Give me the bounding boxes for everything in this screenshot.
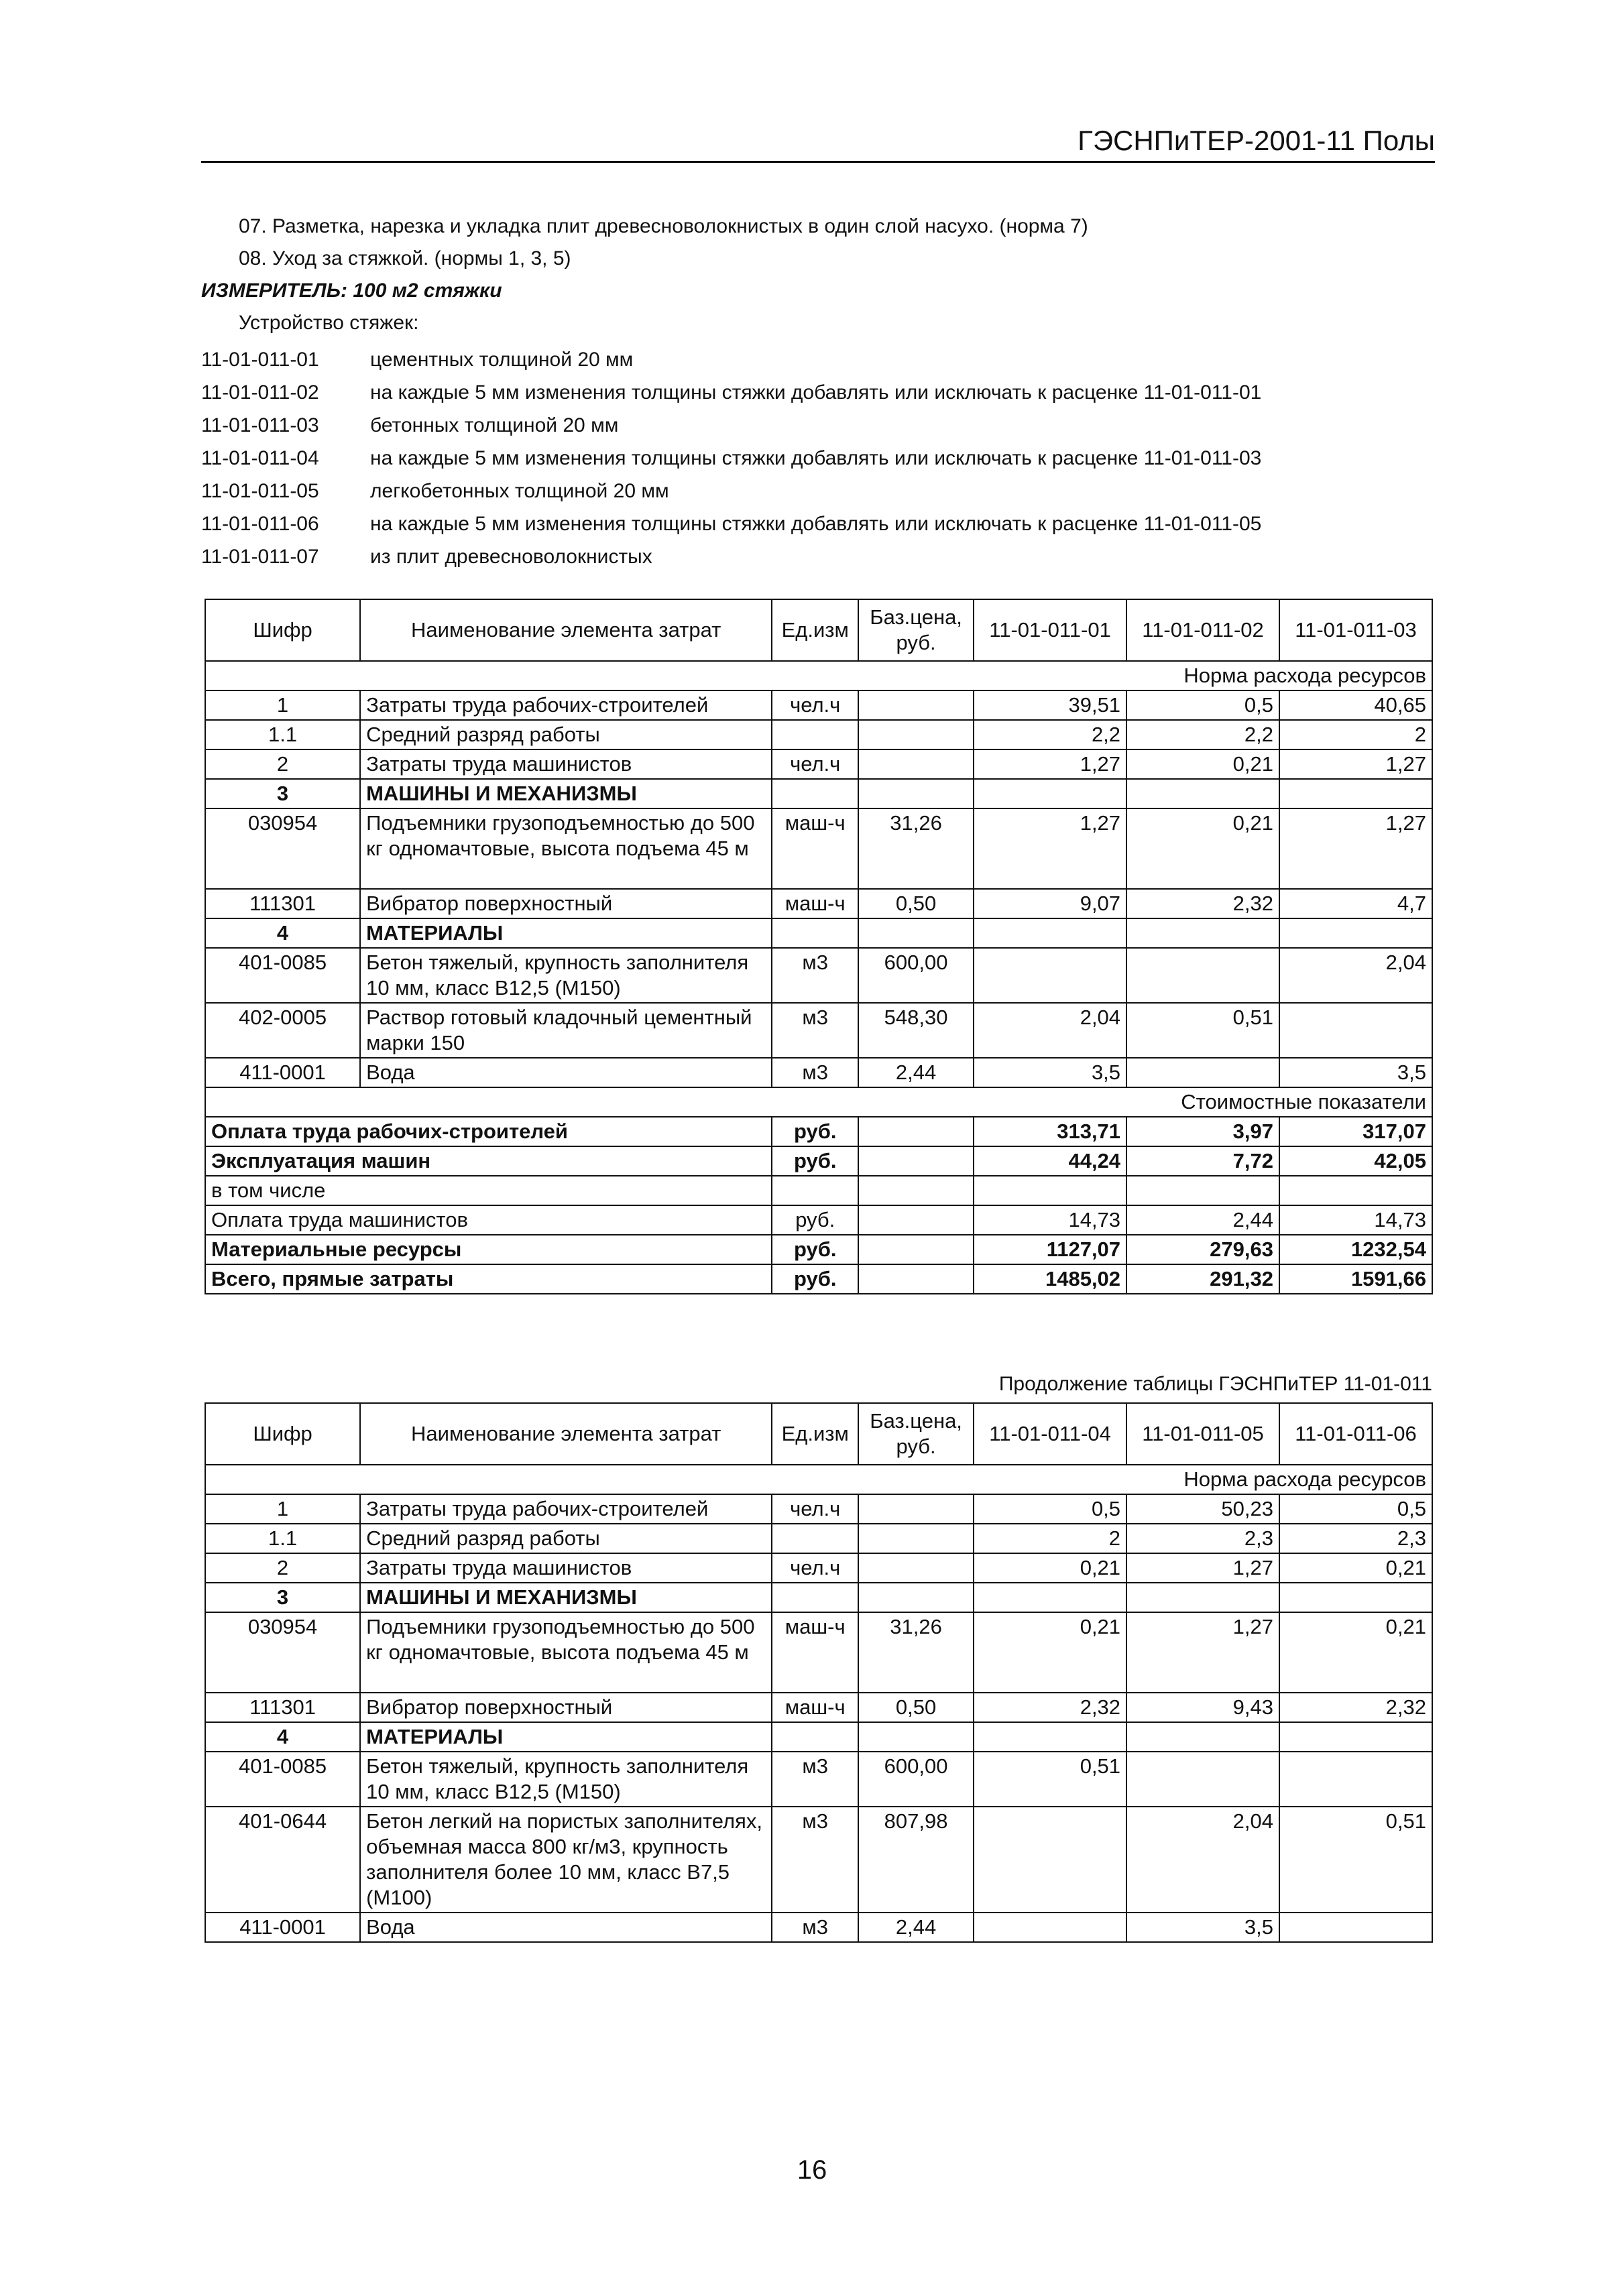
- row-price: 2,44: [858, 1058, 974, 1087]
- cost-value: 3,97: [1126, 1117, 1279, 1146]
- cost-unit: руб.: [772, 1117, 858, 1146]
- row-unit: чел.ч: [772, 749, 858, 779]
- row-code: 402-0005: [205, 1003, 360, 1058]
- row-value: 2,04: [1126, 1807, 1279, 1913]
- row-price: [858, 1494, 974, 1524]
- row-name: Подъемники грузоподъемностью до 500 кг одномачтовые, высота подъема 45 м: [360, 808, 772, 889]
- cost-value: 291,32: [1126, 1264, 1279, 1294]
- table-row: [205, 1612, 1432, 1693]
- row-value: [1279, 918, 1432, 948]
- row-value: 2: [1279, 720, 1432, 749]
- row-value: 2,32: [974, 1693, 1126, 1722]
- row-value: 0,51: [1126, 1003, 1279, 1058]
- cost-table-2: [205, 1402, 1433, 1943]
- cost-name: Оплата труда рабочих-строителей: [205, 1117, 772, 1146]
- table-row: [205, 1807, 1432, 1913]
- row-unit: м3: [772, 1752, 858, 1807]
- cost-row: [205, 1146, 1432, 1176]
- row-value: [1126, 779, 1279, 808]
- header-col: 11-01-011-06: [1279, 1403, 1432, 1465]
- cost-price: [858, 1117, 974, 1146]
- row-code: 1: [205, 690, 360, 720]
- row-price: [858, 1553, 974, 1583]
- row-code: 411-0001: [205, 1058, 360, 1087]
- row-value: 0,5: [1279, 1494, 1432, 1524]
- row-name: МАШИНЫ И МЕХАНИЗМЫ: [360, 1583, 772, 1612]
- header-col: 11-01-011-05: [1126, 1403, 1279, 1465]
- row-name: МАШИНЫ И МЕХАНИЗМЫ: [360, 779, 772, 808]
- row-price: 31,26: [858, 808, 974, 889]
- code: 11-01-011-05: [201, 480, 319, 502]
- row-unit: чел.ч: [772, 1553, 858, 1583]
- row-unit: чел.ч: [772, 1494, 858, 1524]
- cost-value: 317,07: [1279, 1117, 1432, 1146]
- row-unit: маш-ч: [772, 808, 858, 889]
- row-name: Подъемники грузоподъемностью до 500 кг одномачтовые, высота подъема 45 м: [360, 1612, 772, 1693]
- cost-price: [858, 1146, 974, 1176]
- table-row: [205, 1913, 1432, 1942]
- row-value: [974, 1722, 1126, 1752]
- cost-unit: руб.: [772, 1146, 858, 1176]
- row-price: 600,00: [858, 1752, 974, 1807]
- row-value: [1126, 918, 1279, 948]
- row-price: 0,50: [858, 1693, 974, 1722]
- row-name: МАТЕРИАЛЫ: [360, 1722, 772, 1752]
- table-row: [205, 1058, 1432, 1087]
- row-value: 0,5: [974, 1494, 1126, 1524]
- table-row: [205, 720, 1432, 749]
- cost-price: [858, 1176, 974, 1205]
- table-header-row: [205, 599, 1432, 661]
- cost-name: Оплата труда машинистов: [205, 1205, 772, 1235]
- row-unit: маш-ч: [772, 1612, 858, 1693]
- table-row: [205, 1524, 1432, 1553]
- row-code: 111301: [205, 1693, 360, 1722]
- list-item: [201, 409, 1435, 442]
- cost-row: [205, 1117, 1432, 1146]
- table-row: [205, 779, 1432, 808]
- code-desc: на каждые 5 мм изменения толщины стяжки добавлять или исключать к расценке 11-01-011-05: [370, 513, 1262, 535]
- cost-value: 313,71: [974, 1117, 1126, 1146]
- row-name: Бетон легкий на пористых заполнителях, объемная масса 800 кг/м3, крупность заполнителя более 10 мм, класс В7,5 (М100): [360, 1807, 772, 1913]
- cost-row: [205, 1176, 1432, 1205]
- row-value: [1279, 1583, 1432, 1612]
- row-value: [974, 779, 1126, 808]
- row-value: 40,65: [1279, 690, 1432, 720]
- row-value: [974, 1807, 1126, 1913]
- row-value: [974, 918, 1126, 948]
- cost-row: [205, 1264, 1432, 1294]
- table-row: [205, 1003, 1432, 1058]
- row-unit: [772, 1722, 858, 1752]
- list-item: [201, 475, 1435, 507]
- row-value: [1126, 948, 1279, 1003]
- row-name: Вибратор поверхностный: [360, 1693, 772, 1722]
- continuation-label: Продолжение таблицы ГЭСНПиТЕР 11-01-011: [998, 1373, 1432, 1395]
- row-name: Бетон тяжелый, крупность заполнителя 10 мм, класс В12,5 (М150): [360, 1752, 772, 1807]
- cost-price: [858, 1264, 974, 1294]
- code-desc: на каждые 5 мм изменения толщины стяжки добавлять или исключать к расценке 11-01-011-03: [370, 447, 1262, 469]
- row-unit: маш-ч: [772, 889, 858, 918]
- row-price: 807,98: [858, 1807, 974, 1913]
- cost-value: 1485,02: [974, 1264, 1126, 1294]
- row-code: 1.1: [205, 1524, 360, 1553]
- running-header: ГЭСНПиТЕР-2001-11 Полы: [1078, 125, 1435, 156]
- row-code: 411-0001: [205, 1913, 360, 1942]
- row-value: 3,5: [1279, 1058, 1432, 1087]
- code: 11-01-011-02: [201, 381, 319, 404]
- row-price: [858, 1524, 974, 1553]
- table-header-row: [205, 1403, 1432, 1465]
- row-value: 2,04: [974, 1003, 1126, 1058]
- page-number: 16: [797, 2155, 827, 2185]
- row-unit: м3: [772, 1058, 858, 1087]
- code-desc: легкобетонных толщиной 20 мм: [370, 480, 669, 502]
- norm-section-row: [205, 1465, 1432, 1494]
- code: 11-01-011-03: [201, 414, 319, 436]
- row-name: Вода: [360, 1913, 772, 1942]
- row-value: 1,27: [1279, 808, 1432, 889]
- row-name: Затраты труда машинистов: [360, 1553, 772, 1583]
- row-unit: маш-ч: [772, 1693, 858, 1722]
- measure-label: ИЗМЕРИТЕЛЬ: 100 м2 стяжки: [201, 280, 502, 302]
- row-value: 2,32: [1126, 889, 1279, 918]
- row-value: 0,21: [974, 1553, 1126, 1583]
- row-value: 2,32: [1279, 1693, 1432, 1722]
- header-rule: [201, 161, 1435, 163]
- list-item: [201, 507, 1435, 540]
- cost-unit: [772, 1176, 858, 1205]
- table-row: [205, 1494, 1432, 1524]
- row-value: 4,7: [1279, 889, 1432, 918]
- row-name: Затраты труда машинистов: [360, 749, 772, 779]
- row-value: 2,3: [1279, 1524, 1432, 1553]
- table-row: [205, 1553, 1432, 1583]
- header-unit: Ед.изм: [772, 1403, 858, 1465]
- row-value: 0,21: [1126, 749, 1279, 779]
- row-price: [858, 918, 974, 948]
- header-col: 11-01-011-03: [1279, 599, 1432, 661]
- code: 11-01-011-07: [201, 546, 319, 568]
- header-col: 11-01-011-02: [1126, 599, 1279, 661]
- header-price: Баз.цена, руб.: [858, 599, 974, 661]
- row-value: [1279, 1722, 1432, 1752]
- row-value: 1,27: [1126, 1553, 1279, 1583]
- row-value: 3,5: [1126, 1913, 1279, 1942]
- row-value: [1279, 1752, 1432, 1807]
- row-code: 401-0644: [205, 1807, 360, 1913]
- row-price: [858, 779, 974, 808]
- cost-value: 42,05: [1279, 1146, 1432, 1176]
- header-price: Баз.цена, руб.: [858, 1403, 974, 1465]
- cost-section-row: [205, 1087, 1432, 1117]
- intro-block: [201, 210, 1435, 339]
- row-price: 2,44: [858, 1913, 974, 1942]
- row-code: 401-0085: [205, 1752, 360, 1807]
- cost-name: Материальные ресурсы: [205, 1235, 772, 1264]
- cost-value: 14,73: [974, 1205, 1126, 1235]
- cost-unit: руб.: [772, 1205, 858, 1235]
- row-unit: чел.ч: [772, 690, 858, 720]
- row-value: [974, 1583, 1126, 1612]
- row-price: [858, 690, 974, 720]
- row-value: 2,04: [1279, 948, 1432, 1003]
- cost-section-label: Стоимостные показатели: [205, 1087, 1432, 1117]
- header-col: 11-01-011-01: [974, 599, 1126, 661]
- device-label: Устройство стяжек:: [239, 312, 419, 334]
- header-code: Шифр: [205, 1403, 360, 1465]
- cost-value: [974, 1176, 1126, 1205]
- table-row: [205, 690, 1432, 720]
- code: 11-01-011-04: [201, 447, 319, 469]
- row-value: 2,3: [1126, 1524, 1279, 1553]
- row-name: Затраты труда рабочих-строителей: [360, 690, 772, 720]
- code-desc: бетонных толщиной 20 мм: [370, 414, 619, 436]
- row-value: [1126, 1752, 1279, 1807]
- table-row: [205, 918, 1432, 948]
- row-value: 1,27: [974, 749, 1126, 779]
- row-code: 030954: [205, 1612, 360, 1693]
- row-code: 111301: [205, 889, 360, 918]
- cost-price: [858, 1205, 974, 1235]
- row-unit: м3: [772, 1003, 858, 1058]
- table-row: [205, 808, 1432, 889]
- cost-name: Эксплуатация машин: [205, 1146, 772, 1176]
- row-value: 2: [974, 1524, 1126, 1553]
- row-unit: [772, 1583, 858, 1612]
- row-name: Средний разряд работы: [360, 1524, 772, 1553]
- code: 11-01-011-01: [201, 349, 319, 371]
- header-name: Наименование элемента затрат: [360, 1403, 772, 1465]
- row-code: 4: [205, 918, 360, 948]
- row-value: 0,21: [1126, 808, 1279, 889]
- table-row: [205, 889, 1432, 918]
- row-name: Вода: [360, 1058, 772, 1087]
- header-col: 11-01-011-04: [974, 1403, 1126, 1465]
- row-value: [1126, 1722, 1279, 1752]
- cost-unit: руб.: [772, 1235, 858, 1264]
- row-value: 1,27: [1279, 749, 1432, 779]
- row-price: 548,30: [858, 1003, 974, 1058]
- row-unit: [772, 720, 858, 749]
- row-code: 3: [205, 1583, 360, 1612]
- row-value: 0,21: [974, 1612, 1126, 1693]
- row-value: 1,27: [1126, 1612, 1279, 1693]
- cost-value: 1127,07: [974, 1235, 1126, 1264]
- row-value: [974, 948, 1126, 1003]
- list-item: [201, 442, 1435, 475]
- row-value: [1279, 1913, 1432, 1942]
- row-value: 0,21: [1279, 1612, 1432, 1693]
- norm-section-row: [205, 661, 1432, 690]
- table-row: [205, 1583, 1432, 1612]
- cost-value: 44,24: [974, 1146, 1126, 1176]
- cost-value: 279,63: [1126, 1235, 1279, 1264]
- row-name: Средний разряд работы: [360, 720, 772, 749]
- row-code: 2: [205, 1553, 360, 1583]
- row-name: Раствор готовый кладочный цементный марки 150: [360, 1003, 772, 1058]
- row-value: 0,21: [1279, 1553, 1432, 1583]
- row-price: [858, 749, 974, 779]
- row-value: 9,07: [974, 889, 1126, 918]
- cost-value: 14,73: [1279, 1205, 1432, 1235]
- code: 11-01-011-06: [201, 513, 319, 535]
- row-unit: м3: [772, 948, 858, 1003]
- row-value: [1279, 1003, 1432, 1058]
- intro-line: 08. Уход за стяжкой. (нормы 1, 3, 5): [239, 247, 571, 269]
- row-code: 2: [205, 749, 360, 779]
- cost-value: 1232,54: [1279, 1235, 1432, 1264]
- code-desc: цементных толщиной 20 мм: [370, 349, 634, 371]
- table-row: [205, 1693, 1432, 1722]
- row-name: МАТЕРИАЛЫ: [360, 918, 772, 948]
- code-desc: на каждые 5 мм изменения толщины стяжки добавлять или исключать к расценке 11-01-011-01: [370, 381, 1262, 404]
- row-price: [858, 1722, 974, 1752]
- row-price: 0,50: [858, 889, 974, 918]
- header-name: Наименование элемента затрат: [360, 599, 772, 661]
- row-unit: [772, 918, 858, 948]
- row-code: 3: [205, 779, 360, 808]
- row-code: 401-0085: [205, 948, 360, 1003]
- row-price: 31,26: [858, 1612, 974, 1693]
- cost-price: [858, 1235, 974, 1264]
- cost-table-1: [205, 599, 1433, 1294]
- code-desc: из плит древесноволокнистых: [370, 546, 652, 568]
- cost-name: Всего, прямые затраты: [205, 1264, 772, 1294]
- row-value: 0,5: [1126, 690, 1279, 720]
- norm-section-label: Норма расхода ресурсов: [205, 1465, 1432, 1494]
- row-value: 3,5: [974, 1058, 1126, 1087]
- cost-row: [205, 1205, 1432, 1235]
- row-unit: [772, 1524, 858, 1553]
- row-price: 600,00: [858, 948, 974, 1003]
- row-name: Затраты труда рабочих-строителей: [360, 1494, 772, 1524]
- table-row: [205, 1752, 1432, 1807]
- header-unit: Ед.изм: [772, 599, 858, 661]
- row-value: 2,2: [1126, 720, 1279, 749]
- table-row: [205, 1722, 1432, 1752]
- row-value: 50,23: [1126, 1494, 1279, 1524]
- row-price: [858, 1583, 974, 1612]
- row-value: 0,51: [974, 1752, 1126, 1807]
- table-row: [205, 749, 1432, 779]
- row-value: 2,2: [974, 720, 1126, 749]
- list-item: [201, 343, 1435, 376]
- row-value: 1,27: [974, 808, 1126, 889]
- code-list: [201, 343, 1435, 573]
- row-value: 39,51: [974, 690, 1126, 720]
- row-unit: м3: [772, 1913, 858, 1942]
- cost-value: [1279, 1176, 1432, 1205]
- cost-value: 1591,66: [1279, 1264, 1432, 1294]
- cost-unit: руб.: [772, 1264, 858, 1294]
- row-unit: [772, 779, 858, 808]
- cost-name: в том числе: [205, 1176, 772, 1205]
- cost-value: 2,44: [1126, 1205, 1279, 1235]
- row-value: 9,43: [1126, 1693, 1279, 1722]
- row-name: Вибратор поверхностный: [360, 889, 772, 918]
- list-item: [201, 540, 1435, 573]
- cost-value: 7,72: [1126, 1146, 1279, 1176]
- row-value: 0,51: [1279, 1807, 1432, 1913]
- row-price: [858, 720, 974, 749]
- cost-value: [1126, 1176, 1279, 1205]
- row-name: Бетон тяжелый, крупность заполнителя 10 мм, класс В12,5 (М150): [360, 948, 772, 1003]
- row-value: [1126, 1058, 1279, 1087]
- row-unit: м3: [772, 1807, 858, 1913]
- norm-section-label: Норма расхода ресурсов: [205, 661, 1432, 690]
- row-code: 1.1: [205, 720, 360, 749]
- row-value: [974, 1913, 1126, 1942]
- cost-row: [205, 1235, 1432, 1264]
- row-code: 4: [205, 1722, 360, 1752]
- intro-line: 07. Разметка, нарезка и укладка плит древесноволокнистых в один слой насухо. (норма 7): [239, 215, 1088, 237]
- row-code: 030954: [205, 808, 360, 889]
- table-row: [205, 948, 1432, 1003]
- row-code: 1: [205, 1494, 360, 1524]
- list-item: [201, 376, 1435, 409]
- row-value: [1126, 1583, 1279, 1612]
- header-code: Шифр: [205, 599, 360, 661]
- row-value: [1279, 779, 1432, 808]
